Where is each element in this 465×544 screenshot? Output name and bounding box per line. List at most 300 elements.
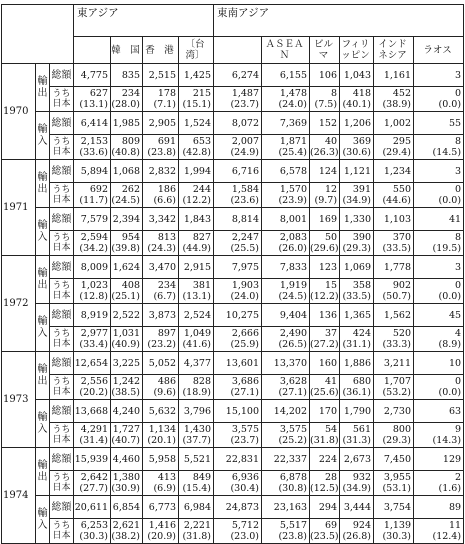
japan-indonesia-cell (374, 423, 414, 448)
japan-hongkong-value: 186 (157, 184, 176, 195)
japan-taiwan-share: (42.8) (182, 147, 212, 158)
japan-asean-cell (262, 471, 310, 496)
japan-hongkong-share: (23.8) (147, 147, 176, 158)
japan-asean-value: 1,871 (279, 136, 308, 147)
japan-world-sea-cell (214, 87, 262, 112)
export-label-bottom: 出 (37, 183, 48, 195)
japan-philippines-cell (340, 375, 374, 400)
total-label: 総額 (50, 256, 74, 279)
japan-taiwan-share: (15.1) (182, 99, 212, 110)
japan-indonesia-share: (30.3) (382, 531, 412, 542)
total-indonesia-value: 1,562 (374, 304, 414, 327)
japan-laos-share: (0.0) (438, 195, 462, 206)
total-label: 総額 (50, 496, 74, 519)
japan-philippines-share: (40.1) (342, 99, 372, 110)
japan-laos-value: 4 (455, 328, 462, 339)
japan-world-sea-value: 3,686 (231, 376, 260, 387)
total-world-sea-value: 7,975 (214, 256, 262, 279)
header-column-laos: ラオス (414, 37, 464, 64)
header-column-hongkong: 香 港 (143, 37, 179, 64)
japan-share-label-top: うち (52, 473, 71, 483)
japan-world-sea-share: (27.1) (230, 387, 260, 398)
japan-hongkong-cell (143, 279, 179, 304)
table-row (2, 208, 464, 231)
japan-burma-value: 50 (324, 232, 338, 243)
japan-laos-value: 0 (455, 88, 462, 99)
japan-philippines-value: 391 (352, 184, 372, 195)
import-label-bottom: 入 (37, 423, 48, 435)
japan-asean-value: 3,628 (279, 376, 308, 387)
japan-hongkong-cell (143, 183, 179, 208)
year-label: 1974 (2, 448, 36, 544)
japan-world-ea-share: (13.1) (79, 99, 108, 110)
japan-laos-value: 0 (455, 376, 462, 387)
export-label (36, 352, 50, 400)
japan-philippines-share: (34.9) (342, 483, 372, 494)
japan-asean-share: (24.0) (278, 99, 308, 110)
total-indonesia-value: 7,450 (374, 448, 414, 471)
total-world-ea-value: 15,939 (74, 448, 111, 471)
japan-asean-cell (262, 519, 310, 544)
japan-indonesia-share: (38.9) (382, 99, 412, 110)
export-label-bottom: 出 (37, 87, 48, 99)
total-philippines-value: 1,365 (340, 304, 374, 327)
total-asean-value: 8,001 (262, 208, 310, 231)
japan-world-sea-share: (25.5) (230, 243, 260, 254)
total-burma-value: 169 (310, 208, 340, 231)
japan-world-ea-value: 1,023 (80, 280, 108, 291)
japan-korea-cell (111, 183, 143, 208)
japan-burma-share: (25.6) (310, 387, 339, 398)
japan-laos-share: (0.0) (438, 387, 462, 398)
total-laos-value: 55 (414, 112, 464, 135)
japan-philippines-value: 418 (352, 88, 372, 99)
japan-world-ea-share: (27.7) (79, 483, 108, 494)
japan-philippines-value: 924 (352, 520, 372, 531)
japan-asean-cell (262, 327, 310, 352)
japan-indonesia-cell (374, 279, 414, 304)
japan-philippines-value: 369 (352, 136, 372, 147)
import-label-bottom: 入 (37, 231, 48, 243)
japan-world-sea-share: (23.0) (230, 531, 260, 542)
table-body (2, 64, 464, 544)
japan-share-label-top: うち (52, 89, 71, 99)
japan-taiwan-value: 827 (192, 232, 212, 243)
japan-burma-cell (310, 423, 340, 448)
japan-hongkong-share: (23.2) (147, 339, 176, 350)
table-row (2, 400, 464, 423)
japan-korea-cell (111, 87, 143, 112)
total-indonesia-value: 1,234 (374, 160, 414, 183)
total-world-ea-value: 13,668 (74, 400, 111, 423)
japan-asean-cell (262, 183, 310, 208)
total-asean-value: 23,163 (262, 496, 310, 519)
japan-taiwan-value: 653 (192, 136, 212, 147)
total-hongkong-value: 2,905 (143, 112, 179, 135)
japan-asean-cell (262, 135, 310, 160)
table-row (2, 87, 464, 112)
japan-burma-cell (310, 519, 340, 544)
total-world-ea-value: 8,919 (74, 304, 111, 327)
japan-laos-cell (414, 519, 464, 544)
japan-laos-cell (414, 135, 464, 160)
japan-taiwan-value: 1,049 (183, 328, 212, 339)
japan-laos-share: (0.0) (438, 291, 462, 302)
japan-world-sea-cell (214, 327, 262, 352)
japan-hongkong-share: (20.1) (147, 435, 176, 446)
japan-philippines-cell (340, 231, 374, 256)
total-world-sea-value: 15,100 (214, 400, 262, 423)
total-philippines-value: 1,206 (340, 112, 374, 135)
japan-world-sea-share: (23.7) (230, 99, 260, 110)
japan-hongkong-cell (143, 231, 179, 256)
japan-indonesia-share: (53.1) (382, 483, 412, 494)
table-row (2, 375, 464, 400)
import-label-bottom: 入 (37, 519, 48, 531)
table-row (2, 112, 464, 135)
japan-asean-share: (27.1) (278, 387, 308, 398)
japan-indonesia-cell (374, 231, 414, 256)
total-world-ea-value: 5,894 (74, 160, 111, 183)
import-label-top: 輸 (37, 123, 48, 135)
japan-philippines-share: (36.1) (342, 387, 372, 398)
japan-world-ea-value: 627 (89, 88, 108, 99)
total-world-sea-value: 8,072 (214, 112, 262, 135)
japan-hongkong-value: 1,416 (148, 520, 176, 531)
japan-world-ea-cell (74, 231, 111, 256)
japan-world-sea-cell (214, 135, 262, 160)
japan-hongkong-cell (143, 519, 179, 544)
japan-world-sea-value: 2,247 (231, 232, 260, 243)
japan-burma-cell (310, 375, 340, 400)
japan-philippines-share: (30.6) (342, 147, 372, 158)
japan-korea-value: 1,727 (112, 424, 140, 435)
total-korea-value: 4,460 (111, 448, 143, 471)
total-philippines-value: 1,121 (340, 160, 374, 183)
japan-asean-share: (26.5) (278, 339, 308, 350)
japan-indonesia-cell (374, 471, 414, 496)
japan-hongkong-value: 813 (157, 232, 176, 243)
total-taiwan-value: 1,843 (179, 208, 214, 231)
japan-philippines-share: (34.9) (342, 195, 372, 206)
japan-korea-cell (111, 471, 143, 496)
import-label (36, 112, 50, 160)
total-korea-value: 1,985 (111, 112, 143, 135)
japan-asean-share: (23.9) (278, 195, 308, 206)
table-row (2, 448, 464, 471)
total-label: 総額 (50, 304, 74, 327)
japan-taiwan-value: 828 (192, 376, 212, 387)
total-world-ea-value: 12,654 (74, 352, 111, 375)
trade-statistics-table (1, 4, 464, 544)
japan-world-ea-share: (12.8) (79, 291, 108, 302)
japan-indonesia-value: 3,955 (383, 472, 412, 483)
japan-korea-share: (40.8) (111, 147, 140, 158)
japan-taiwan-value: 1,430 (183, 424, 212, 435)
japan-hongkong-cell (143, 375, 179, 400)
total-asean-value: 22,337 (262, 448, 310, 471)
japan-hongkong-cell (143, 471, 179, 496)
total-world-sea-value: 10,275 (214, 304, 262, 327)
table-row (2, 471, 464, 496)
japan-share-label-bottom: 日本 (52, 339, 71, 349)
japan-asean-value: 1,919 (279, 280, 308, 291)
japan-korea-value: 262 (121, 184, 140, 195)
japan-taiwan-share: (37.7) (182, 435, 212, 446)
japan-korea-share: (39.8) (111, 243, 140, 254)
japan-korea-share: (38.5) (111, 387, 140, 398)
total-world-sea-value: 6,274 (214, 64, 262, 87)
year-label: 1970 (2, 64, 36, 160)
japan-philippines-share: (31.1) (342, 339, 372, 350)
total-korea-value: 1,068 (111, 160, 143, 183)
table-row (2, 519, 464, 544)
japan-korea-cell (111, 231, 143, 256)
japan-hongkong-value: 691 (157, 136, 176, 147)
japan-burma-value: 12 (324, 184, 338, 195)
japan-laos-value: 8 (455, 136, 462, 147)
import-label-top: 輸 (37, 315, 48, 327)
japan-burma-value: 69 (324, 520, 338, 531)
japan-burma-share: (23.5) (310, 531, 339, 542)
japan-share-label-top: うち (52, 425, 71, 435)
japan-world-sea-value: 1,584 (231, 184, 260, 195)
japan-philippines-cell (340, 135, 374, 160)
total-burma-value: 152 (310, 112, 340, 135)
export-label-bottom: 出 (37, 279, 48, 291)
total-label: 総額 (50, 352, 74, 375)
japan-world-ea-share: (20.2) (79, 387, 108, 398)
export-label (36, 256, 50, 304)
japan-burma-cell (310, 471, 340, 496)
total-indonesia-value: 3,211 (374, 352, 414, 375)
japan-world-ea-cell (74, 279, 111, 304)
japan-share-label-bottom: 日本 (52, 291, 71, 301)
japan-philippines-value: 424 (352, 328, 372, 339)
japan-laos-cell (414, 471, 464, 496)
total-laos-value: 89 (414, 496, 464, 519)
export-label-bottom: 出 (37, 471, 48, 483)
japan-share-label-top: うち (52, 521, 71, 531)
japan-world-sea-share: (25.9) (230, 339, 260, 350)
total-asean-value: 7,369 (262, 112, 310, 135)
table-row (2, 327, 464, 352)
total-hongkong-value: 3,470 (143, 256, 179, 279)
total-burma-value: 106 (310, 64, 340, 87)
japan-asean-share: (24.5) (278, 291, 308, 302)
japan-indonesia-value: 1,707 (383, 376, 412, 387)
japan-share-label-bottom: 日本 (52, 243, 71, 253)
total-philippines-value: 3,444 (340, 496, 374, 519)
header-corner (2, 5, 74, 64)
japan-indonesia-share: (44.6) (382, 195, 412, 206)
total-hongkong-value: 6,773 (143, 496, 179, 519)
total-indonesia-value: 1,778 (374, 256, 414, 279)
japan-asean-value: 1,570 (279, 184, 308, 195)
japan-korea-value: 234 (121, 88, 140, 99)
total-world-ea-value: 4,775 (74, 64, 111, 87)
total-hongkong-value: 5,632 (143, 400, 179, 423)
japan-korea-value: 954 (121, 232, 140, 243)
japan-world-sea-share: (23.6) (230, 195, 260, 206)
japan-philippines-cell (340, 471, 374, 496)
japan-world-sea-cell (214, 423, 262, 448)
japan-hongkong-value: 413 (157, 472, 176, 483)
japan-taiwan-share: (41.6) (182, 339, 212, 350)
total-world-sea-value: 13,601 (214, 352, 262, 375)
japan-philippines-share: (29.3) (342, 243, 372, 254)
japan-world-sea-cell (214, 375, 262, 400)
japan-hongkong-value: 486 (157, 376, 176, 387)
japan-world-sea-cell (214, 519, 262, 544)
japan-world-sea-value: 3,575 (231, 424, 260, 435)
japan-hongkong-share: (6.6) (153, 195, 176, 206)
total-burma-value: 123 (310, 256, 340, 279)
japan-asean-cell (262, 231, 310, 256)
japan-world-ea-share: (31.4) (79, 435, 108, 446)
header-east-asia: 東アジア (74, 5, 214, 37)
japan-taiwan-cell (179, 183, 214, 208)
export-label (36, 160, 50, 208)
japan-world-ea-value: 692 (89, 184, 108, 195)
japan-world-ea-cell (74, 183, 111, 208)
japan-indonesia-share: (33.5) (382, 243, 412, 254)
total-philippines-value: 1,330 (340, 208, 374, 231)
japan-hongkong-cell (143, 87, 179, 112)
import-label-top: 輸 (37, 411, 48, 423)
total-indonesia-value: 3,754 (374, 496, 414, 519)
japan-asean-value: 5,517 (279, 520, 308, 531)
total-hongkong-value: 2,515 (143, 64, 179, 87)
japan-laos-cell (414, 279, 464, 304)
japan-asean-share: (26.0) (278, 243, 308, 254)
total-burma-value: 224 (310, 448, 340, 471)
japan-korea-share: (28.0) (111, 99, 140, 110)
japan-indonesia-share: (29.3) (382, 435, 412, 446)
header-column-burma: ビルマ (310, 37, 340, 64)
japan-asean-value: 6,878 (279, 472, 308, 483)
japan-burma-cell (310, 327, 340, 352)
japan-asean-cell (262, 279, 310, 304)
total-label: 総額 (50, 112, 74, 135)
japan-korea-share: (30.9) (111, 483, 140, 494)
japan-world-ea-cell (74, 519, 111, 544)
total-hongkong-value: 3,873 (143, 304, 179, 327)
japan-share-label-top: うち (52, 377, 71, 387)
total-philippines-value: 1,886 (340, 352, 374, 375)
japan-korea-cell (111, 327, 143, 352)
japan-world-ea-cell (74, 327, 111, 352)
japan-world-ea-share: (30.3) (79, 531, 108, 542)
japan-asean-value: 2,083 (279, 232, 308, 243)
japan-taiwan-share: (31.8) (182, 531, 212, 542)
export-label-top: 輸 (37, 171, 48, 183)
total-philippines-value: 2,673 (340, 448, 374, 471)
japan-world-ea-value: 2,594 (80, 232, 108, 243)
header-column-taiwan: 〔台湾〕 (179, 37, 214, 64)
japan-korea-share: (25.1) (111, 291, 140, 302)
japan-taiwan-cell (179, 327, 214, 352)
japan-share-label (50, 279, 74, 304)
total-taiwan-value: 1,524 (179, 112, 214, 135)
total-world-sea-value: 22,831 (214, 448, 262, 471)
header-column-blank (74, 37, 111, 64)
japan-laos-share: (14.3) (432, 435, 462, 446)
japan-indonesia-value: 370 (392, 232, 412, 243)
japan-taiwan-cell (179, 231, 214, 256)
japan-world-sea-cell (214, 471, 262, 496)
japan-world-sea-share: (23.7) (230, 435, 260, 446)
japan-taiwan-value: 381 (192, 280, 212, 291)
japan-laos-share: (1.6) (438, 483, 462, 494)
japan-burma-share: (31.8) (310, 435, 339, 446)
japan-laos-share: (0.0) (438, 99, 462, 110)
japan-indonesia-share: (53.2) (382, 387, 412, 398)
import-label-bottom: 入 (37, 327, 48, 339)
japan-share-label-bottom: 日本 (52, 195, 71, 205)
japan-hongkong-share: (6.7) (153, 291, 176, 302)
total-laos-value: 63 (414, 400, 464, 423)
header-column-philippines: フィリッピン (340, 37, 374, 64)
japan-laos-value: 0 (455, 280, 462, 291)
total-taiwan-value: 2,524 (179, 304, 214, 327)
japan-korea-share: (24.5) (111, 195, 140, 206)
export-label (36, 448, 50, 496)
total-asean-value: 9,404 (262, 304, 310, 327)
japan-philippines-value: 680 (352, 376, 372, 387)
header-column-korea: 韓 国 (111, 37, 143, 64)
japan-burma-value: 54 (324, 424, 338, 435)
japan-burma-share: (12.5) (310, 483, 339, 494)
japan-laos-cell (414, 327, 464, 352)
japan-world-ea-value: 6,253 (80, 520, 108, 531)
import-label-top: 輸 (37, 507, 48, 519)
japan-laos-value: 8 (455, 232, 462, 243)
total-laos-value: 45 (414, 304, 464, 327)
japan-asean-cell (262, 423, 310, 448)
japan-world-ea-cell (74, 471, 111, 496)
table-row (2, 231, 464, 256)
japan-indonesia-value: 520 (392, 328, 412, 339)
japan-share-label-bottom: 日本 (52, 387, 71, 397)
import-label-top: 輸 (37, 219, 48, 231)
japan-burma-value: 37 (324, 328, 338, 339)
japan-hongkong-share: (6.9) (153, 483, 176, 494)
japan-world-ea-value: 2,153 (80, 136, 108, 147)
header-row-groups (2, 5, 464, 37)
japan-world-ea-value: 2,642 (80, 472, 108, 483)
total-indonesia-value: 1,103 (374, 208, 414, 231)
total-indonesia-value: 2,730 (374, 400, 414, 423)
japan-laos-share: (8.9) (438, 339, 462, 350)
japan-share-label (50, 375, 74, 400)
japan-asean-value: 2,490 (279, 328, 308, 339)
total-philippines-value: 1,790 (340, 400, 374, 423)
total-korea-value: 3,225 (111, 352, 143, 375)
import-label (36, 304, 50, 352)
japan-taiwan-cell (179, 471, 214, 496)
japan-share-label-top: うち (52, 233, 71, 243)
import-label (36, 208, 50, 256)
total-taiwan-value: 5,521 (179, 448, 214, 471)
export-label-top: 輸 (37, 459, 48, 471)
header-column-asean: ＡＳＥＡＮ (262, 37, 310, 64)
japan-taiwan-share: (13.1) (182, 291, 212, 302)
japan-share-label-top: うち (52, 137, 71, 147)
japan-burma-share: (9.7) (314, 195, 338, 206)
japan-laos-value: 9 (455, 424, 462, 435)
total-laos-value: 3 (414, 256, 464, 279)
